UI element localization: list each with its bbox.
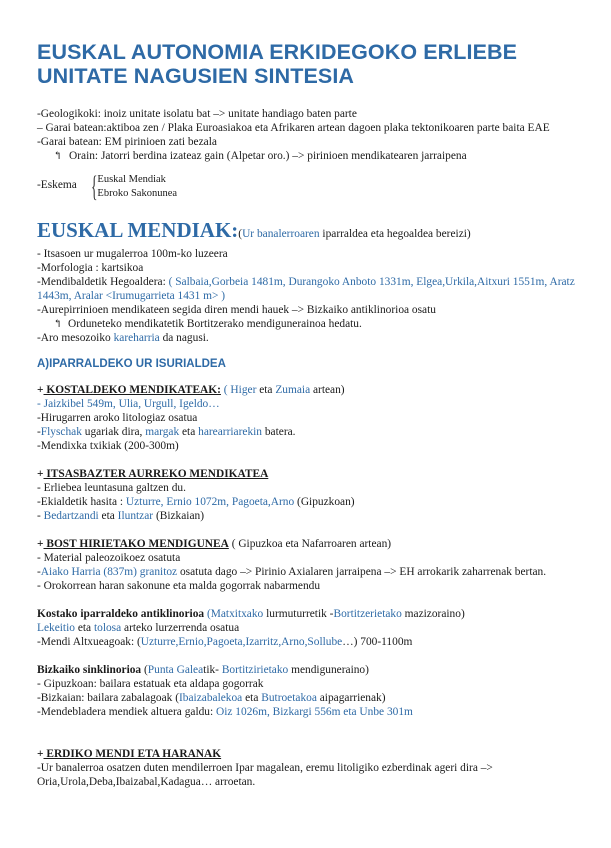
block-heading — [37, 663, 577, 677]
block-heading — [37, 747, 577, 761]
body-line — [37, 317, 577, 331]
scheme-item: Euskal Mendiak — [97, 174, 166, 185]
highlight-text: Iluntzar — [117, 510, 154, 522]
subsection-heading-a: A)IPARRALDEKO UR ISURIALDEA — [37, 358, 226, 370]
text: osatuta dago –> Pirinio Axialaren jarraipena –> EH arrokarik zaharrenak bertan. — [177, 566, 547, 578]
spacer — [37, 163, 577, 171]
text: ( — [220, 384, 231, 396]
subtitle-text: iparraldea eta hegoaldea bereizi) — [319, 228, 471, 240]
heading-text: KOSTALDEKO MENDIKATEAK: — [43, 384, 221, 396]
body-line: -Hirugarren aroko litologiaz osatua — [37, 412, 198, 424]
body-line: -Aurepirrinioen mendikateen segida diren mendi hauek –> Bizkaiko antiklinorioa osatu — [37, 304, 436, 316]
plus-mark: + — [37, 384, 44, 396]
highlight-text: Aiako Harria (837m) granitoz — [40, 566, 178, 578]
highlight-text: margak — [145, 426, 180, 438]
highlight-text: harearriarekin — [198, 426, 263, 438]
euskal-block — [37, 247, 577, 345]
body-line: -Ur banalerroa osatzen duten mendilerroen Ipar magalean, eremu litoligiko ezberdinak ageri dira –> Oria,Urola,Deba,Ibaizabal,Kadagua… arroetan. — [37, 762, 493, 788]
intro-line: – Garai batean:aktiboa zen / Plaka Euroasiakoa eta Afrikaren artean dagoen plaka tektonikoaren parte baita EAE — [37, 122, 550, 134]
text: -Aro mesozoiko — [37, 332, 114, 344]
body-line: - Itsasoen ur mugalerroa 100m-ko luzeera — [37, 248, 228, 260]
erdiko-block — [37, 747, 577, 789]
text: …) 700-1100m — [342, 636, 413, 648]
body-line — [37, 621, 577, 635]
body-line: -Mendixka txikiak (200-300m) — [37, 440, 179, 452]
highlight-text: Ur banalerroaren — [242, 228, 320, 240]
body-line: - Gipuzkoan: bailara estatuak eta aldapa gogorrak — [37, 678, 264, 690]
text: ugariak dira, — [81, 426, 146, 438]
text: -Mendebladera mendiek altuera galdu: — [37, 706, 217, 718]
spacer — [37, 649, 577, 663]
scheme-block — [37, 170, 577, 203]
text: (Gipuzkoan) — [294, 496, 355, 508]
highlight-text: Butroetakoa — [261, 692, 317, 704]
bizkaiko-block — [37, 663, 577, 719]
highlight-text: tolosa — [93, 622, 122, 634]
highlight-text: ( Salbaia,Gorbeia 1481m, Durangoko Anboto 1331m, Elgea,Urkila,Aitxuri 1551m, Aratz 1443m, Aralar <Irumugarrieta 1431 m> ) — [37, 276, 575, 302]
curly-brace-icon: { — [90, 170, 98, 203]
intro-line — [37, 149, 577, 163]
body-line — [37, 425, 577, 439]
text: batera. — [262, 426, 296, 438]
return-arrow-icon: ↰ — [53, 150, 63, 162]
heading-text: EUSKAL MENDIAK: — [37, 218, 239, 242]
text: eta — [256, 384, 276, 396]
spacer — [37, 453, 577, 467]
heading-text: ERDIKO MENDI ETA HARANAK — [43, 748, 222, 760]
body-line — [37, 635, 577, 649]
text: da nagusi. — [159, 332, 209, 344]
text: ( — [141, 664, 148, 676]
text: Orduneteko mendikatetik Bortitzerako mendigunerainoa hedatu. — [68, 318, 362, 330]
intro-block — [37, 107, 577, 163]
plus-mark: + — [37, 748, 44, 760]
highlight-text: Oiz 1026m, Bizkargi 556m eta Unbe 301m — [216, 706, 413, 718]
spacer — [37, 593, 577, 607]
itsasbazter-block — [37, 467, 577, 523]
text: lurmuturretik - — [263, 608, 334, 620]
spacer — [37, 719, 577, 733]
highlight-text: Bortitzirietako — [221, 664, 289, 676]
highlight-text: Bortitzerietako — [333, 608, 402, 620]
plus-mark: + — [37, 468, 44, 480]
text: ( Gipuzkoa eta Nafarroaren artean) — [228, 538, 392, 550]
text: artean) — [310, 384, 345, 396]
text: - — [37, 426, 41, 438]
text: eta — [74, 622, 94, 634]
text: mendiguneraino) — [288, 664, 369, 676]
body-line: - Erliebea leuntasuna galtzen du. — [37, 482, 186, 494]
block-heading — [37, 607, 577, 621]
text: eta — [242, 692, 262, 704]
return-arrow-icon: ↰ — [53, 318, 63, 330]
body-line — [37, 565, 577, 579]
highlight-text: Flyschak — [40, 426, 82, 438]
text: -Ekialdetik hasita : — [37, 496, 126, 508]
highlight-text: (Matxitxako — [204, 608, 264, 620]
text: tik- — [203, 664, 222, 676]
body-line — [37, 275, 577, 303]
body-line — [37, 705, 577, 719]
block-heading — [37, 383, 577, 397]
highlight-text: Punta Galea — [147, 664, 204, 676]
text: eta — [179, 426, 199, 438]
text: -Bizkaian: bailara zabalagoak ( — [37, 692, 179, 704]
body-line — [37, 509, 577, 523]
heading-text: ITSASBAZTER AURREKO MENDIKATEA — [43, 468, 269, 480]
body-line — [37, 691, 577, 705]
spacer — [37, 733, 577, 747]
text: arteko lurzerrenda osatua — [121, 622, 240, 634]
text: - — [37, 510, 44, 522]
heading-subtitle — [238, 228, 470, 240]
intro-line: -Geologikoki: inoiz unitate isolatu bat –> unitate handiago baten parte — [37, 108, 357, 120]
body-line: - Jaizkibel 549m, Ulia, Urgull, Igeldo… — [37, 398, 220, 410]
page-title: EUSKAL AUTONOMIA ERKIDEGOKO ERLIEBE UNITATE NAGUSIEN SINTESIA — [37, 40, 518, 88]
heading-text: Kostako iparraldeko antiklinorioa — [37, 608, 205, 620]
highlight-text: Uzturre,Ernio,Pagoeta,Izarritz,Arno,Sollube — [140, 636, 343, 648]
heading-text: Bizkaiko sinklinorioa — [37, 664, 142, 676]
text: mazizoraino) — [401, 608, 465, 620]
kostaldeko-block — [37, 383, 577, 453]
intro-line: -Garai batean: EM pirinioen zati bezala — [37, 136, 217, 148]
text: - — [37, 566, 41, 578]
text: aipagarrienak) — [316, 692, 386, 704]
text: -Mendibaldetik Hegoaldera: — [37, 276, 169, 288]
body-line: -Morfologia : kartsikoa — [37, 262, 144, 274]
heading-text: BOST HIRIETAKO MENDIGUNEA — [43, 538, 229, 550]
block-heading — [37, 537, 577, 551]
text: (Bizkaian) — [153, 510, 205, 522]
intro-line-text: Orain: Jatorri berdina izateaz gain (Alpetar oro.) –> pirinioen mendikatearen jarraipena — [69, 150, 467, 162]
highlight-text: Zumaia — [275, 384, 311, 396]
body-line — [37, 331, 577, 345]
block-heading — [37, 467, 577, 481]
scheme-items — [97, 173, 177, 201]
highlight-text: Bedartzandi — [43, 510, 99, 522]
plus-mark: + — [37, 538, 44, 550]
body-line — [37, 495, 577, 509]
text: -Mendi Altxueagoak: ( — [37, 636, 141, 648]
bost-block — [37, 537, 577, 593]
scheme-label: -Eskema — [37, 179, 77, 191]
paren: ( — [238, 228, 243, 240]
highlight-text: Higer — [230, 384, 257, 396]
text: eta — [98, 510, 118, 522]
section-heading-euskal-mendiak — [37, 219, 577, 245]
spacer — [37, 523, 577, 537]
highlight-text: Lekeitio — [37, 622, 75, 634]
highlight-text: Ibaizabalekoa — [179, 692, 243, 704]
scheme-item: Ebroko Sakonunea — [97, 188, 178, 199]
body-line: - Orokorrean haran sakonune eta malda gogorrak nabarmendu — [37, 580, 321, 592]
highlight-text: kareharria — [113, 332, 160, 344]
kostako-block — [37, 607, 577, 649]
body-line: - Material paleozoikoez osatuta — [37, 552, 181, 564]
highlight-text: Uzturre, Ernio 1072m, Pagoeta,Arno — [125, 496, 295, 508]
